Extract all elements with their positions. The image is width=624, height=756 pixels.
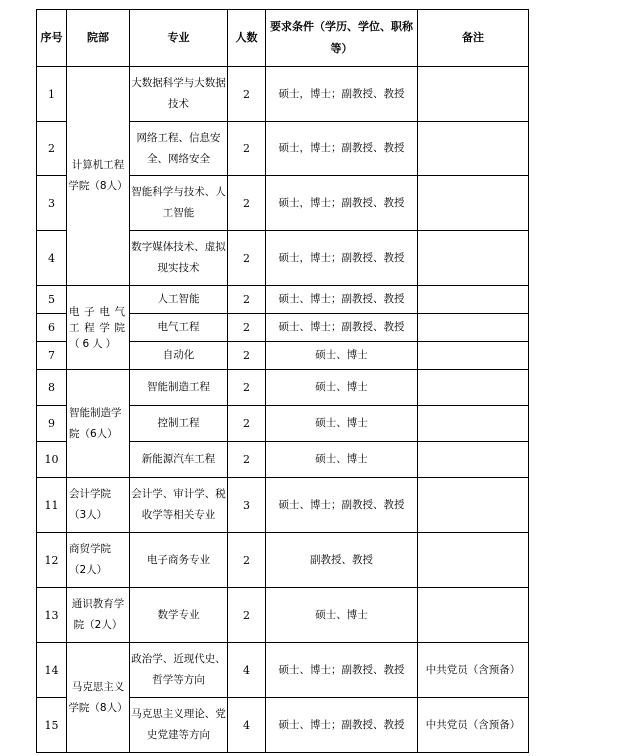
cell-count: 2: [228, 231, 266, 286]
cell-count: 4: [228, 698, 266, 753]
cell-note: [418, 370, 529, 406]
cell-college: 计算机工程学院（8人）: [67, 67, 130, 286]
cell-requirements: 硕士、博士: [266, 370, 418, 406]
cell-requirements: 硕士、博士: [266, 342, 418, 370]
cell-note: [418, 442, 529, 478]
cell-note: [418, 122, 529, 176]
cell-college: 智能制造学院（6人）: [67, 370, 130, 478]
header-college: 院部: [67, 10, 130, 67]
cell-note: [418, 231, 529, 286]
cell-seq: 2: [37, 122, 67, 176]
recruitment-table: [36, 9, 529, 753]
cell-note: [418, 478, 529, 533]
cell-note: [418, 533, 529, 588]
cell-seq: 12: [37, 533, 67, 588]
cell-requirements: 硕士、博士: [266, 406, 418, 442]
cell-major: 电气工程: [130, 314, 228, 342]
cell-count: 2: [228, 588, 266, 643]
table-row: [37, 643, 529, 698]
cell-requirements: 硕士、博士；副教授、教授: [266, 286, 418, 314]
cell-count: 2: [228, 370, 266, 406]
cell-count: 2: [228, 406, 266, 442]
cell-requirements: 硕士、博士；副教授、教授: [266, 643, 418, 698]
cell-seq: 4: [37, 231, 67, 286]
cell-college: 通识教育学院（2人）: [67, 588, 130, 643]
cell-major: 政治学、近现代史、哲学等方向: [130, 643, 228, 698]
cell-note: 中共党员（含预备）: [418, 643, 529, 698]
cell-note: [418, 588, 529, 643]
table-row: [37, 67, 529, 122]
cell-major: 智能制造工程: [130, 370, 228, 406]
header-note: 备注: [418, 10, 529, 67]
table-row: [37, 588, 529, 643]
cell-seq: 11: [37, 478, 67, 533]
cell-count: 2: [228, 67, 266, 122]
cell-count: 2: [228, 122, 266, 176]
cell-requirements: 硕士、博士；副教授、教授: [266, 314, 418, 342]
cell-requirements: 硕士，博士；副教授、教授: [266, 231, 418, 286]
cell-seq: 8: [37, 370, 67, 406]
cell-seq: 15: [37, 698, 67, 753]
cell-requirements: 硕士，博士；副教授、教授: [266, 122, 418, 176]
cell-note: [418, 342, 529, 370]
cell-seq: 14: [37, 643, 67, 698]
cell-college: 马克思主义学院（8人）: [67, 643, 130, 753]
cell-note: [418, 67, 529, 122]
cell-count: 2: [228, 342, 266, 370]
cell-count: 3: [228, 478, 266, 533]
cell-requirements: 硕士、博士；副教授、教授: [266, 698, 418, 753]
cell-seq: 6: [37, 314, 67, 342]
header-major: 专业: [130, 10, 228, 67]
cell-major: 网络工程、信息安全、网络安全: [130, 122, 228, 176]
cell-count: 2: [228, 314, 266, 342]
cell-count: 2: [228, 176, 266, 231]
cell-seq: 10: [37, 442, 67, 478]
cell-count: 2: [228, 286, 266, 314]
cell-count: 2: [228, 442, 266, 478]
cell-note: [418, 286, 529, 314]
cell-requirements: 副教授、教授: [266, 533, 418, 588]
table-row: [37, 533, 529, 588]
cell-major: 控制工程: [130, 406, 228, 442]
cell-note: 中共党员（含预备）: [418, 698, 529, 753]
cell-major: 马克思主义理论、党史党建等方向: [130, 698, 228, 753]
header-seq: 序号: [37, 10, 67, 67]
cell-requirements: 硕士、博士: [266, 442, 418, 478]
cell-major: 数学专业: [130, 588, 228, 643]
cell-seq: 3: [37, 176, 67, 231]
cell-college: 商贸学院（2人）: [67, 533, 130, 588]
cell-seq: 9: [37, 406, 67, 442]
cell-requirements: 硕士，博士；副教授、教授: [266, 67, 418, 122]
cell-note: [418, 406, 529, 442]
cell-requirements: 硕士，博士；副教授、教授: [266, 176, 418, 231]
table-row: [37, 286, 529, 314]
table-row: [37, 478, 529, 533]
cell-major: 自动化: [130, 342, 228, 370]
cell-note: [418, 314, 529, 342]
table-row: [37, 370, 529, 406]
cell-major: 会计学、审计学、税收学等相关专业: [130, 478, 228, 533]
cell-major: 人工智能: [130, 286, 228, 314]
cell-note: [418, 176, 529, 231]
header-requirements: 要求条件（学历、学位、职称等）: [266, 10, 418, 67]
cell-major: 电子商务专业: [130, 533, 228, 588]
cell-seq: 13: [37, 588, 67, 643]
cell-seq: 5: [37, 286, 67, 314]
cell-requirements: 硕士、博士；副教授、教授: [266, 478, 418, 533]
cell-major: 数字媒体技术、虚拟现实技术: [130, 231, 228, 286]
cell-college: 电子电气工程学院（6人）: [67, 286, 130, 370]
cell-count: 4: [228, 643, 266, 698]
cell-college: 会计学院（3人）: [67, 478, 130, 533]
cell-seq: 7: [37, 342, 67, 370]
cell-seq: 1: [37, 67, 67, 122]
cell-major: 新能源汽车工程: [130, 442, 228, 478]
cell-major: 大数据科学与大数据技术: [130, 67, 228, 122]
cell-count: 2: [228, 533, 266, 588]
cell-requirements: 硕士、博士: [266, 588, 418, 643]
header-row: [37, 10, 529, 67]
cell-major: 智能科学与技术、人工智能: [130, 176, 228, 231]
header-count: 人数: [228, 10, 266, 67]
